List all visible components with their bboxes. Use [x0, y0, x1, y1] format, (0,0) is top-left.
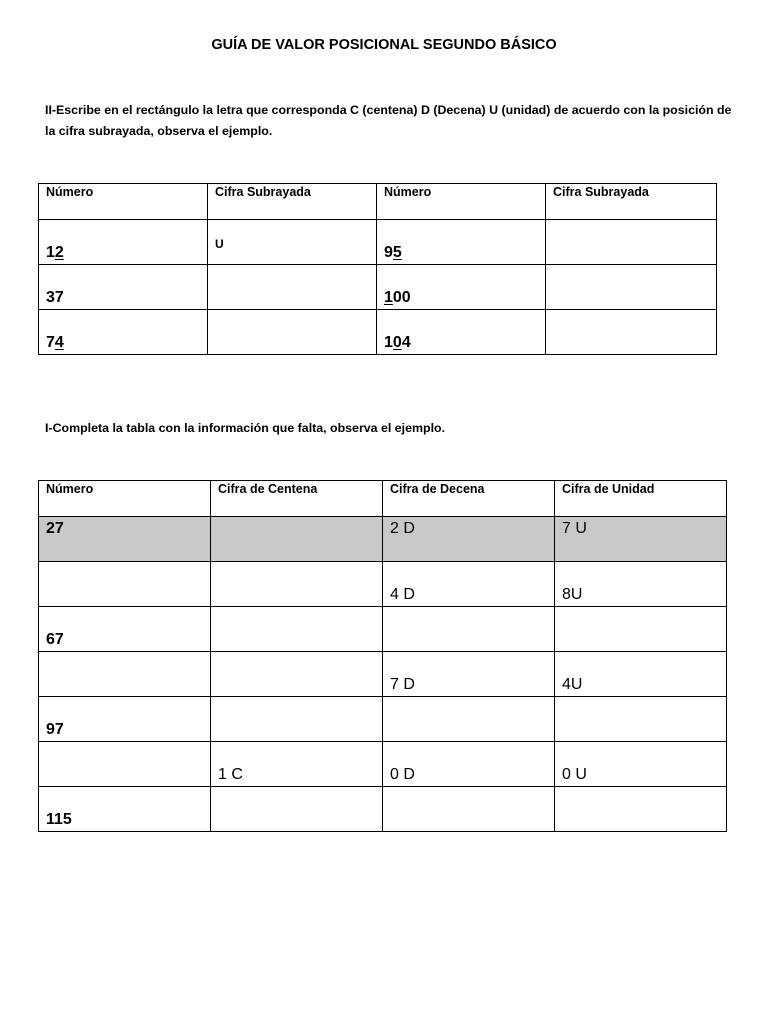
number-cell[interactable]: [39, 562, 211, 607]
table-row: [39, 220, 717, 265]
answer-cell[interactable]: [546, 310, 717, 355]
table-row: [39, 697, 727, 742]
instruction-section-1: I-Completa la tabla con la información que falta, observa el ejemplo.: [45, 421, 446, 435]
decena-cell: 2 D: [383, 517, 555, 562]
header-numero: Número: [39, 184, 208, 220]
number-cell: 27: [39, 517, 211, 562]
number-cell: 104: [377, 310, 546, 355]
table-row: [39, 787, 727, 832]
header-numero: Número: [39, 481, 211, 517]
unidad-cell[interactable]: 0 U: [555, 742, 727, 787]
answer-cell[interactable]: [546, 220, 717, 265]
number-cell: 12: [39, 220, 208, 265]
centena-cell[interactable]: [211, 562, 383, 607]
header-cifra-subrayada: Cifra Subrayada: [546, 184, 717, 220]
table-row: [39, 310, 717, 355]
unidad-cell[interactable]: 4U: [555, 652, 727, 697]
unidad-cell[interactable]: [555, 607, 727, 652]
number-cell: 100: [377, 265, 546, 310]
answer-cell[interactable]: [546, 265, 717, 310]
unidad-cell: 7 U: [555, 517, 727, 562]
unidad-cell[interactable]: [555, 787, 727, 832]
centena-cell[interactable]: 1 C: [211, 742, 383, 787]
centena-cell[interactable]: [211, 652, 383, 697]
table-row: [39, 742, 727, 787]
decena-cell[interactable]: 7 D: [383, 652, 555, 697]
answer-cell[interactable]: [208, 310, 377, 355]
header-cifra-subrayada: Cifra Subrayada: [208, 184, 377, 220]
header-cifra-unidad: Cifra de Unidad: [555, 481, 727, 517]
centena-cell[interactable]: [211, 787, 383, 832]
table-row: [39, 607, 727, 652]
number-cell: 95: [377, 220, 546, 265]
number-cell: 37: [39, 265, 208, 310]
header-numero: Número: [377, 184, 546, 220]
place-value-table: [38, 480, 727, 832]
instruction-section-2: II-Escribe en el rectángulo la letra que corresponda C (centena) D (Decena) U (unidad) de acuerdo con la posición de la cifra subrayada, observa el ejemplo.: [45, 103, 732, 138]
number-cell[interactable]: [39, 742, 211, 787]
table-row: [39, 562, 727, 607]
number-cell[interactable]: [39, 652, 211, 697]
number-cell[interactable]: 67: [39, 607, 211, 652]
table-row: [39, 265, 717, 310]
decena-cell[interactable]: [383, 607, 555, 652]
decena-cell[interactable]: [383, 697, 555, 742]
answer-cell[interactable]: U: [208, 220, 377, 265]
number-cell: 74: [39, 310, 208, 355]
table-row: [39, 517, 727, 562]
decena-cell[interactable]: 4 D: [383, 562, 555, 607]
decena-cell[interactable]: [383, 787, 555, 832]
centena-cell[interactable]: [211, 697, 383, 742]
unidad-cell[interactable]: 8U: [555, 562, 727, 607]
page-title: GUÍA DE VALOR POSICIONAL SEGUNDO BÁSICO: [211, 37, 557, 53]
table-row: [39, 652, 727, 697]
centena-cell: [211, 517, 383, 562]
centena-cell[interactable]: [211, 607, 383, 652]
number-cell[interactable]: 115: [39, 787, 211, 832]
answer-cell[interactable]: [208, 265, 377, 310]
header-cifra-decena: Cifra de Decena: [383, 481, 555, 517]
header-cifra-centena: Cifra de Centena: [211, 481, 383, 517]
underlined-digit-table: [38, 183, 717, 355]
decena-cell[interactable]: 0 D: [383, 742, 555, 787]
unidad-cell[interactable]: [555, 697, 727, 742]
number-cell[interactable]: 97: [39, 697, 211, 742]
